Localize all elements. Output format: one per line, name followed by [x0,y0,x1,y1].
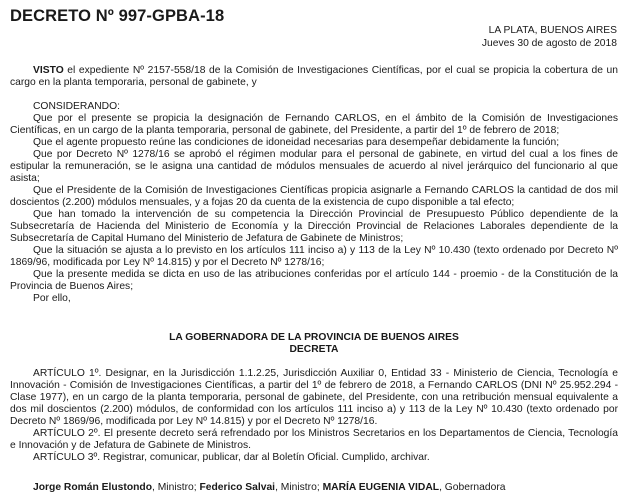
date: Jueves 30 de agosto de 2018 [481,38,617,49]
considerando-paragraph: Que han tomado la intervención de su competencia la Dirección Provincial de Presupuesto Público dependiente de la Subsecretaría de Hacienda del Ministerio de Economía y la Dirección Provincial de Relaciones Laborales dependiente de la Subsecretaría de Capital Humano del Ministerio de Jefatura de Gabinete de Ministros; [10,209,618,244]
visto-label: VISTO [33,65,64,76]
authority-line: LA GOBERNADORA DE LA PROVINCIA DE BUENOS AIRES [169,332,459,343]
authority-section [10,332,618,356]
considerando-section [10,101,618,305]
article-2: ARTÍCULO 2º. El presente decreto será refrendado por los Ministros Secretarios en los Departamentos de Ciencia, Tecnología e Innovación y de Jefatura de Gabinete de Ministros. [10,428,618,451]
signatory-2-role: , Ministro; [275,482,323,493]
considerando-paragraph: Por ello, [33,293,71,304]
considerando-paragraph: Que la presente medida se dicta en uso de las atribuciones conferidas por el artículo 144 - proemio - de la Constitución de la Provincia de Buenos Aires; [10,269,618,292]
visto-section [10,65,618,89]
visto-paragraph [10,65,618,89]
visto-text: el expediente Nº 2157-558/18 de la Comisión de Investigaciones Científicas, por el cual se propicia la cobertura de un cargo en la planta temporaria, personal de gabinete, y [10,65,618,88]
signatory-3-role: , Gobernadora [439,482,506,493]
signature-line [10,482,618,494]
considerando-label: CONSIDERANDO: [33,101,120,112]
article-3: ARTÍCULO 3º. Registrar, comunicar, publicar, dar al Boletín Oficial. Cumplido, archivar. [33,452,430,463]
considerando-paragraph: Que por el presente se propicia la designación de Fernando CARLOS, en el ámbito de la Comisión de Investigaciones Científicas, en un cargo de la planta temporaria, personal de gabinete, del Presidente, a partir del 1º de febrero de 2018; [10,113,618,136]
signatory-3: MARÍA EUGENIA VIDAL [322,482,440,493]
place: LA PLATA, BUENOS AIRES [488,25,617,36]
considerando-paragraph: Que el Presidente de la Comisión de Investigaciones Científicas propicia asignarle a Fernando CARLOS la cantidad de dos mil doscientos (2.200) módulos mensuales, y a fojas 20 da cuenta de la existencia de cupo disponible a tal efecto; [10,185,618,208]
considerando-paragraph: Que la situación se ajusta a lo previsto en los artículos 111 inciso a) y 113 de la Ley Nº 10.430 (texto ordenado por Decreto Nº 1869/96, modificada por Ley Nº 14.815) y por el Decreto Nº 1278/16; [10,245,618,268]
articles-section [10,368,618,464]
signatures [10,482,618,494]
signatory-1-role: , Ministro; [152,482,200,493]
article-1: ARTÍCULO 1º. Designar, en la Jurisdicción 1.1.2.25, Jurisdicción Auxiliar 0, Entidad 33 - Ministerio de Ciencia, Tecnología e Innovación - Comisión de Investigaciones Científicas, a partir del 1º de febrero de 2018, a Fernando CARLOS (DNI Nº 25.952.294 - Clase 1977), en un cargo de la planta temporaria, personal de gabinete, del Presidente, con una retribución mensual equivalente a dos mil doscientos (2.200) módulos, de conformidad con los artículos 111 inciso a) y 113 de la Ley Nº 10.430 (texto ordenado por Decreto Nº 1869/96, modificada por Ley Nº 14.815) y por el Decreto Nº 1278/16. [10,368,618,427]
decree-title: DECRETO Nº 997-GPBA-18 [10,7,225,25]
signatory-1: Jorge Román Elustondo [33,482,152,493]
considerando-paragraph: Que por Decreto Nº 1278/16 se aprobó el régimen modular para el personal de gabinete, en virtud del cual a los fines de estipular la remuneración, se le asigna una cantidad de módulos mensuales de acuerdo al nivel jerárquico del funcionario al que asista; [10,149,618,184]
signatory-2: Federico Salvai [199,482,276,493]
place-date [482,24,617,50]
decreta-heading: DECRETA [289,344,339,355]
considerando-paragraph: Que el agente propuesto reúne las condiciones de idoneidad necesarias para desempeñar debidamente la función; [33,137,560,148]
